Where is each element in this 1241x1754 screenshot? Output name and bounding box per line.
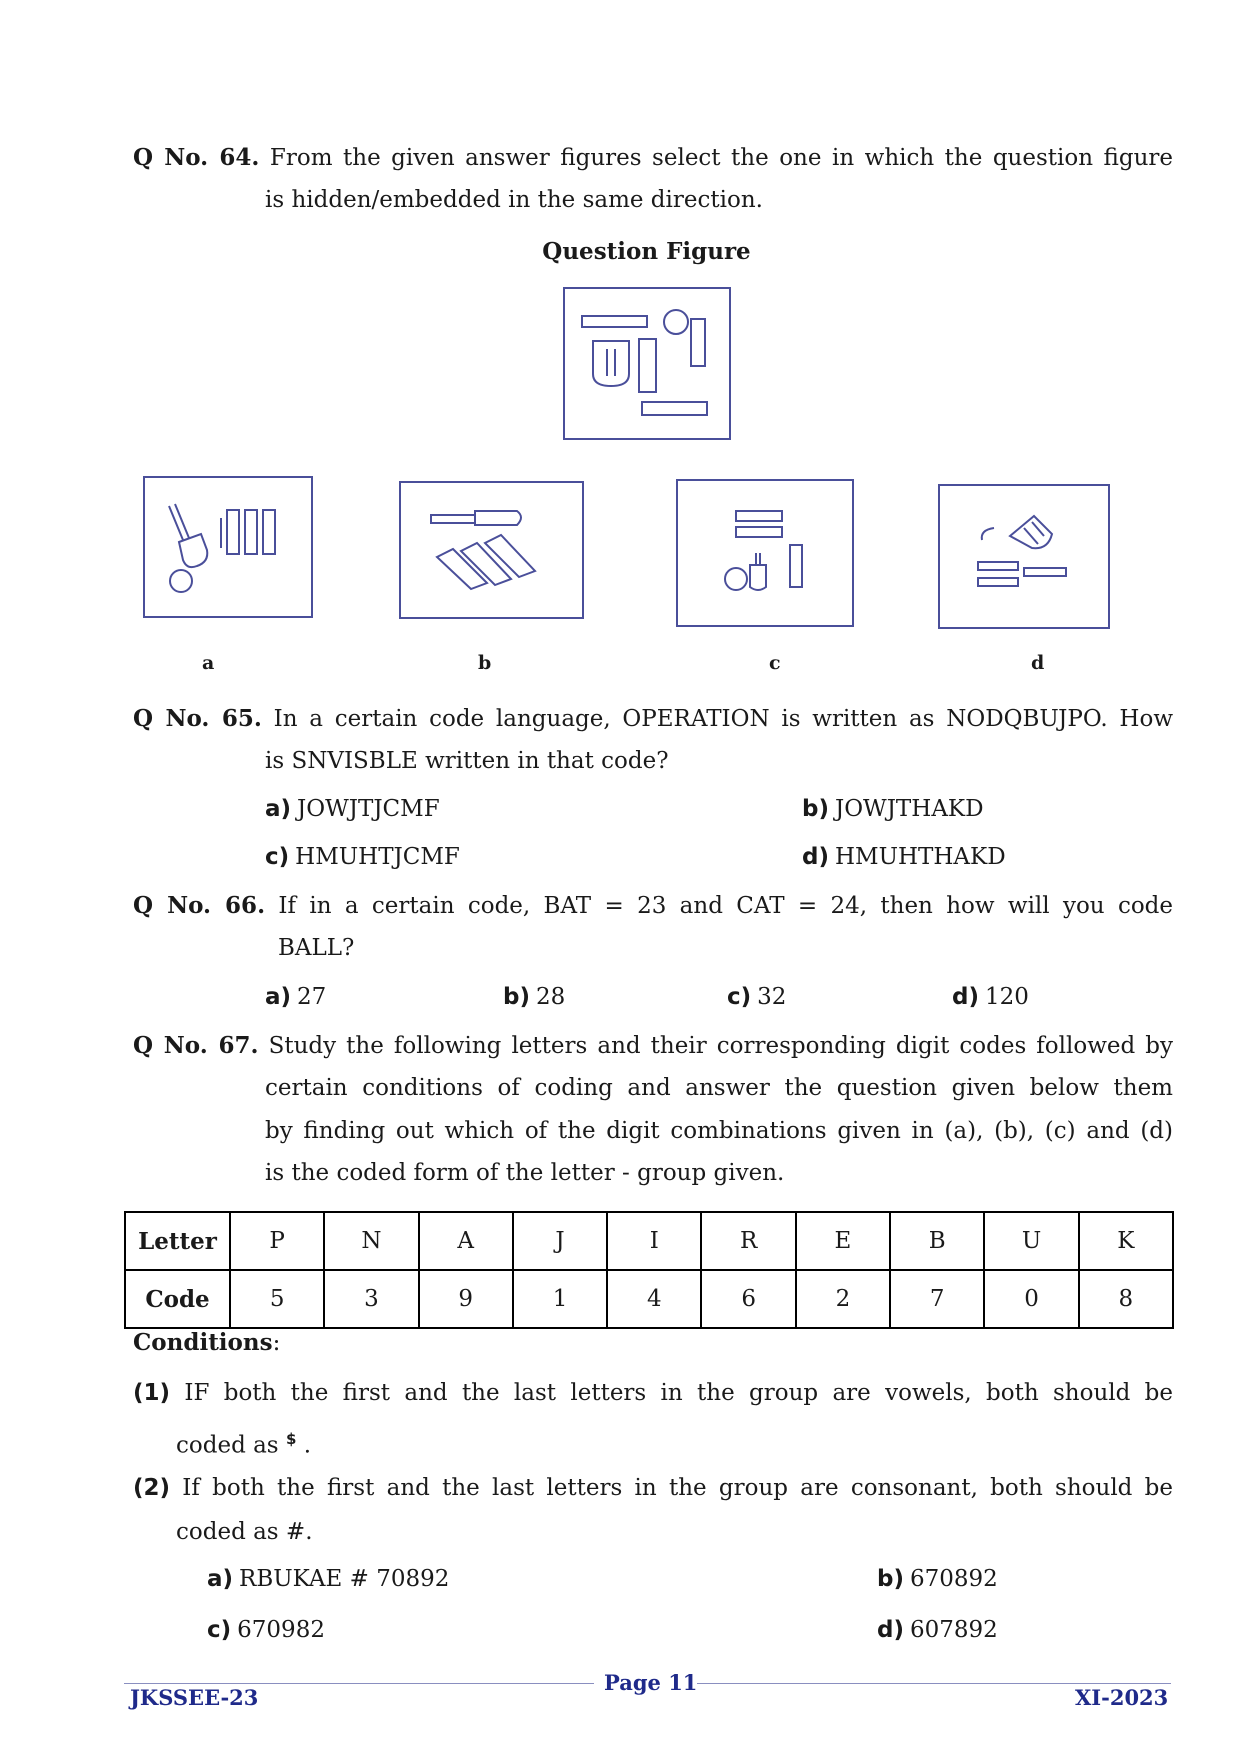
condition-1-line1: (1) IF both the first and the last letters in the group are vowels, both should be bbox=[133, 1380, 1173, 1406]
q64-number: Q No. 64. bbox=[133, 144, 260, 171]
answer-figure-a-drawing bbox=[145, 478, 311, 616]
dollar-symbol: $ bbox=[285, 1430, 297, 1448]
condition-2-line1: (2) If both the first and the last letters in the group are consonant, both should be bbox=[133, 1475, 1173, 1501]
letter-cell: N bbox=[324, 1212, 418, 1270]
answer-figure-d[interactable] bbox=[938, 484, 1110, 629]
letter-cell: J bbox=[513, 1212, 607, 1270]
q67-option-d[interactable]: d) 607892 bbox=[877, 1617, 998, 1643]
q65-text1: In a certain code language, OPERATION is written as NODQBUJPO. How bbox=[273, 706, 1174, 732]
answer-figure-c[interactable] bbox=[676, 479, 854, 627]
option-label-b: b bbox=[478, 652, 492, 674]
footer-right: XI-2023 bbox=[1075, 1685, 1169, 1710]
q67-line4: is the coded form of the letter - group given. bbox=[265, 1160, 785, 1186]
code-cell: 3 bbox=[324, 1270, 418, 1328]
letter-cell: P bbox=[230, 1212, 324, 1270]
code-cell: 4 bbox=[607, 1270, 701, 1328]
answer-figure-c-drawing bbox=[678, 481, 852, 625]
code-cell: 2 bbox=[796, 1270, 890, 1328]
q66-text1: If in a certain code, BAT = 23 and CAT = 24, then how will you code bbox=[278, 893, 1174, 919]
conditions-title: Conditions: bbox=[133, 1329, 281, 1356]
option-label-d: d bbox=[1031, 652, 1045, 674]
letter-cell: A bbox=[419, 1212, 513, 1270]
footer-rule-right bbox=[697, 1683, 1171, 1684]
q66-option-c[interactable]: c) 32 bbox=[727, 984, 787, 1010]
q66-option-b[interactable]: b) 28 bbox=[503, 984, 566, 1010]
question-figure-title: Question Figure bbox=[542, 238, 751, 265]
q65-option-c[interactable]: c) HMUHTJCMF bbox=[265, 844, 460, 870]
condition-2-number: (2) bbox=[133, 1475, 171, 1501]
code-header: Code bbox=[125, 1270, 230, 1328]
q66-line1 bbox=[133, 884, 1173, 928]
letter-cell: R bbox=[701, 1212, 795, 1270]
q65-line1 bbox=[133, 697, 1173, 741]
code-cell: 8 bbox=[1079, 1270, 1173, 1328]
q66-number: Q No. 66. bbox=[133, 892, 266, 919]
answer-figure-b-drawing bbox=[401, 483, 582, 617]
code-cell: 5 bbox=[230, 1270, 324, 1328]
q65-number: Q No. 65. bbox=[133, 705, 262, 732]
q67-line2: certain conditions of coding and answer the question given below them bbox=[265, 1075, 1173, 1101]
q67-text1: Study the following letters and their corresponding digit codes followed by bbox=[268, 1033, 1174, 1059]
code-cell: 7 bbox=[890, 1270, 984, 1328]
condition-1-number: (1) bbox=[133, 1380, 171, 1406]
footer-left: JKSSEE-23 bbox=[130, 1685, 259, 1710]
code-cell: 0 bbox=[984, 1270, 1078, 1328]
code-row bbox=[125, 1270, 1173, 1328]
option-label-c: c bbox=[769, 652, 781, 674]
q64-line1 bbox=[133, 136, 1173, 180]
answer-figure-a[interactable] bbox=[143, 476, 313, 618]
footer-rule-left bbox=[124, 1683, 594, 1684]
letter-cell: K bbox=[1079, 1212, 1173, 1270]
letter-cell: E bbox=[796, 1212, 890, 1270]
code-cell: 9 bbox=[419, 1270, 513, 1328]
page-number: Page 11 bbox=[604, 1670, 698, 1695]
letter-cell: B bbox=[890, 1212, 984, 1270]
letter-header: Letter bbox=[125, 1212, 230, 1270]
letter-row bbox=[125, 1212, 1173, 1270]
q67-option-c[interactable]: c) 670982 bbox=[207, 1617, 325, 1643]
q67-number: Q No. 67. bbox=[133, 1032, 259, 1059]
question-figure-drawing bbox=[565, 289, 729, 438]
q67-line3: by finding out which of the digit combinations given in (a), (b), (c) and (d) bbox=[265, 1118, 1173, 1144]
q66-option-a[interactable]: a) 27 bbox=[265, 984, 327, 1010]
answer-figure-d-drawing bbox=[940, 486, 1108, 627]
question-figure bbox=[563, 287, 731, 440]
letter-cell: U bbox=[984, 1212, 1078, 1270]
q66-option-d[interactable]: d) 120 bbox=[952, 984, 1029, 1010]
condition-1-line2: coded as $ . bbox=[176, 1430, 311, 1459]
q65-option-d[interactable]: d) HMUHTHAKD bbox=[802, 844, 1006, 870]
q64-text1: From the given answer figures select the one in which the question figure bbox=[269, 145, 1174, 171]
letter-cell: I bbox=[607, 1212, 701, 1270]
q65-line2: is SNVISBLE written in that code? bbox=[265, 748, 669, 774]
code-cell: 6 bbox=[701, 1270, 795, 1328]
code-cell: 1 bbox=[513, 1270, 607, 1328]
q66-line2: BALL? bbox=[278, 935, 355, 961]
q67-option-b[interactable]: b) 670892 bbox=[877, 1566, 998, 1592]
letter-code-table bbox=[124, 1211, 1174, 1329]
answer-figure-b[interactable] bbox=[399, 481, 584, 619]
q65-option-b[interactable]: b) JOWJTHAKD bbox=[802, 796, 984, 822]
q64-line2: is hidden/embedded in the same direction. bbox=[265, 187, 763, 213]
option-label-a: a bbox=[202, 652, 215, 674]
condition-2-line2: coded as #. bbox=[176, 1519, 313, 1545]
q67-line1 bbox=[133, 1024, 1173, 1068]
q67-option-a[interactable]: a) RBUKAE # 70892 bbox=[207, 1566, 450, 1592]
q65-option-a[interactable]: a) JOWJTJCMF bbox=[265, 796, 440, 822]
